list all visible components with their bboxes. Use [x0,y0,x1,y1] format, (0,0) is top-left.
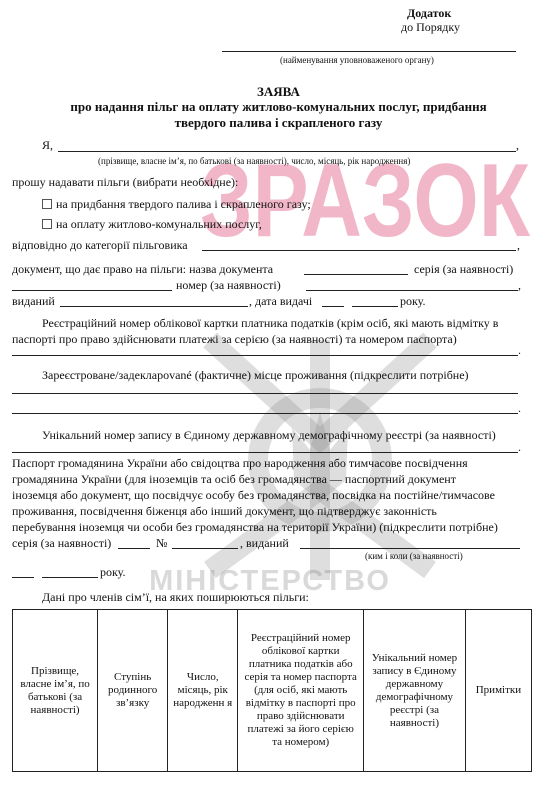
residence-field-1[interactable] [12,393,518,394]
category-field[interactable] [202,250,516,251]
passport-series-field[interactable] [118,548,150,549]
demographic-register-field[interactable] [12,452,518,453]
passport-number-label: № [156,536,168,550]
form-subtitle-line2: твердого палива і скрапленого газу [174,115,383,130]
authority-line [222,51,516,52]
col-header-demographic-register: Унікальний номер запису в Єдиному державному демографічному реєстрі (за наявності) [364,610,466,772]
residence-field-2[interactable] [12,413,518,414]
passport-issued-caption: (ким і коли (за наявності) [365,551,463,561]
family-intro: Дані про членів сім’ї, на яких поширюються пільги: [42,590,309,604]
benefit-document-number-label: номер (за наявності) [176,278,281,292]
col-header-birthdate: Число, місяць, рік народженн я [168,610,238,772]
appendix-title: Додаток [407,6,452,20]
authority-caption: (найменування уповноваженого органу) [280,55,434,65]
benefit-document-number-field[interactable] [306,290,518,291]
demographic-register-label: Унікальний номер запису в Єдиному державному демографічному реєстрі (за наявності) [42,428,496,442]
request-label: прошу надавати пільги (вибрати необхідне): [12,175,239,189]
col-header-relation: Ступінь родинного зв’язку [98,610,168,772]
benefit-document-series-field[interactable] [12,290,172,291]
category-label: відповідно до категорії пільговика [12,238,188,252]
col-header-notes: Примітки [465,610,531,772]
form-title: ЗАЯВА [257,84,300,99]
benefit-document-series-label: серія (за наявності) [414,262,514,276]
tax-number-line1: Реєстраційний номер облікової картки платника податків (крім осіб, які мають відмітку в [42,316,499,330]
passport-issue-month-field[interactable] [42,577,98,578]
benefit-document-label: документ, що дає право на пільги: назва документа [12,262,274,276]
passport-line1: Паспорт громадянина України або свідоцтва про народження або тимчасове посвідчення [12,456,468,470]
passport-issue-date-field[interactable] [12,577,34,578]
ministry-emblem-watermark [170,320,470,620]
passport-issued-field[interactable] [300,548,520,549]
checkbox-utilities[interactable] [42,219,52,229]
table-header-row [13,610,532,772]
issued-by-field[interactable] [60,306,248,307]
passport-line5: перебування іноземця чи особи без громадянства на території України) (підкреслити потрібне) [12,520,498,534]
applicant-name-field[interactable] [58,151,516,152]
passport-line2: громадянина України (для іноземців та осіб без громадянства — паспортний документ [12,472,456,486]
form-subtitle-line1: про надання пільг на оплату житлово-комунальних послуг, придбання [70,99,487,114]
residence-label: Зареєстроване/задекларované (фактичне) місце проживання (підкреслити потрібне) [42,368,469,382]
passport-series-label: серія (за наявності) [12,536,112,550]
tax-number-field[interactable] [12,355,518,356]
option-fuel-gas[interactable]: на придбання твердого палива і скрапленого газу; [42,197,311,211]
passport-issued-label: , виданий [240,536,289,550]
col-header-name: Прізвище, власне ім’я, по батькові (за наявності) [13,610,98,772]
col-header-tax-number: Реєстраційний номер облікової картки платника податків або серія та номер паспорта (для осіб, які мають відмітку в паспорті про право здійснювати платежі за його серією та номером) [238,610,364,772]
ministry-watermark-text: МІНІСТЕРСТВО [149,565,391,597]
checkbox-fuel-gas[interactable] [42,199,52,209]
appendix-reference: до Порядку [401,20,461,34]
sample-stamp-text: ЗРАЗОК [200,148,531,248]
passport-line3: іноземця або документ, що посвідчує особу без громадянства, посвідка на постійне/тимчасове [12,488,495,502]
passport-line4: проживання, посвідчення біженця або інший документ, що підтверджує законність [12,504,437,518]
issue-date-field[interactable] [322,306,344,307]
family-members-table [12,609,532,772]
issue-date-label: , дата видачі [249,294,313,308]
benefit-document-name-field[interactable] [304,274,408,275]
issued-label: виданий [12,294,55,308]
tax-number-line2: паспорті про право здійснювати платежі за серією (за наявності) та номером паспорта) [12,332,457,346]
option-utilities[interactable]: на оплату житлово-комунальних послуг, [42,217,262,231]
applicant-i-label: Я, [42,138,54,152]
passport-year-label: року. [100,565,126,579]
applicant-name-caption: (прізвище, власне ім’я, по батькові (за наявності), число, місяць, рік народження) [98,156,411,166]
passport-number-field[interactable] [172,548,238,549]
issue-month-field[interactable] [352,306,398,307]
issue-year-label: року. [400,294,426,308]
